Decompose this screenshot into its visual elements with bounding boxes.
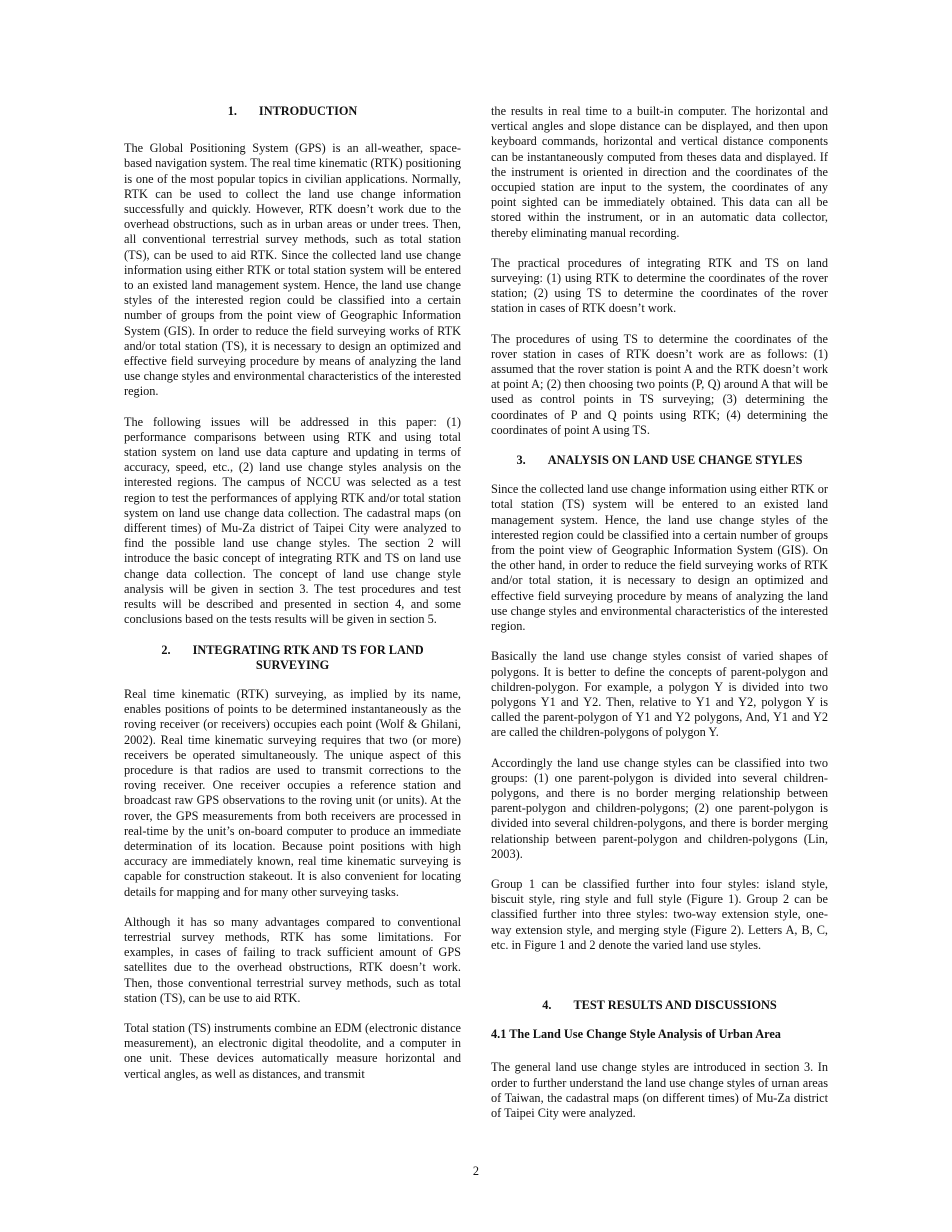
paragraph: Basically the land use change styles consist of varied shapes of polygons. It is better to define the concepts of parent-polygon and children-polygon. For example, a polygon Y is divided into two polygons Y1 and Y2. Then, relative to Y1 and Y2, polygon Y is called the parent-polygon of Y1 and Y2 polygons, And, Y1 and Y2 are called the children-polygons of polygon Y. <box>491 649 828 740</box>
section-3-heading <box>491 453 828 468</box>
right-column <box>491 104 828 1136</box>
paragraph: Group 1 can be classified further into four styles: island style, biscuit style, ring style and full style (Figure 1). Group 2 can be classified further into three styles: two-way extension style, one-way extension style, and merging style (Figure 2). Letters A, B, C, etc. in Figure 1 and 2 denote the varied land use styles. <box>491 876 828 952</box>
paragraph: The practical procedures of integrating RTK and TS on land surveying: (1) using RTK to determine the coordinates of the rover station; (2) using TS to determine the coordinates of the rover station in cases of RTK doesn’t work. <box>491 255 828 316</box>
paragraph: The procedures of using TS to determine the coordinates of the rover station in cases of RTK doesn’t work are as follows: (1) assumed that the rover station is point A and the RTK doesn’t work at point A; (2) then choosing two points (P, Q) around A that will be used as control points in TS surveying; (3) determining the coordinates of P and Q points using RTK; (4) determining the coordinates of point A using TS. <box>491 331 828 437</box>
section-title: INTEGRATING RTK AND TS FOR LAND SURVEYING <box>192 642 424 672</box>
section-number: 1. <box>227 104 237 118</box>
subsection-4-1-heading: 4.1 The Land Use Change Style Analysis of Urban Area <box>491 1027 781 1042</box>
section-number: 4. <box>542 997 552 1012</box>
paragraph: The following issues will be addressed in this paper: (1) performance comparisons between using RTK and using total station system on land use data capture and updating in terms of accuracy, speed, etc., (2) land use change styles analysis on the interested regions. The campus of NCCU was selected as a test region to test the performances of applying RTK and/or total station system on land use change data collection. The cadastral maps (on different times) of Mu-Za district of Taipei City were analyzed to find the possible land use change styles. The section 2 will introduce the basic concept of integrating RTK and TS on land use change data collection. The concept of land use change style analysis will be given in section 3. The test procedures and test results will be described and presented in section 4, and some conclusions based on the tests results will be given in section 5. <box>124 414 461 627</box>
section-4-heading <box>491 998 828 1013</box>
section-title: ANALYSIS ON LAND USE CHANGE STYLES <box>547 453 803 468</box>
section-1-heading <box>124 104 461 119</box>
section-title: INTRODUCTION <box>258 104 358 118</box>
section-title: TEST RESULTS AND DISCUSSIONS <box>573 997 777 1012</box>
paragraph: Total station (TS) instruments combine an EDM (electronic distance measurement), an electronic digital theodolite, and a computer in one unit. These devices automatically measure horizontal and vertical angles, as well as distances, and transmit <box>124 1020 461 1081</box>
paragraph: the results in real time to a built-in computer. The horizontal and vertical angles and slope distance can be displayed, and then upon keyboard commands, horizontal and vertical distance components can be instantaneously computed from theses data and displayed. If the instrument is oriented in direction and the coordinates of the occupied station are input to the system, the coordinates of any point sighted can be immediately obtained. This data can all be stored within the instrument, or in an automatic data collector, thereby eliminating manual recording. <box>491 104 828 240</box>
paragraph: The Global Positioning System (GPS) is an all-weather, space-based navigation system. The real time kinematic (RTK) positioning is one of the most popular topics in civilian applications. Normally, RTK can be used to collect the land use change information successfully and quickly. However, RTK doesn’t work due to the overhead obstructions, such as in urban areas or under trees. Then, all conventional terrestrial survey methods, such as total station (TS), can be used to aid RTK. Since the collected land use change information using either RTK or total station system will be entered to an existed land management system. Hence, the land use change styles of the interested region could be classified into a certain number of groups from the point view of Geographic Information System (GIS). In order to reduce the field surveying works of RTK and/or total station (TS), it is necessary to design an optimized and effective field surveying procedure by means of analyzing the land use change styles and environmental characteristics of the interested region. <box>124 141 461 399</box>
left-column <box>124 104 461 1097</box>
paragraph: Since the collected land use change information using either RTK or total station (TS) system will be entered to an existed land management system. Hence, the land use change styles of the interested region could be classified into a certain number of groups from the point view of Geographic Information System (GIS). On the other hand, in order to reduce the field surveying works of RTK and/or total station, it is necessary to design an optimized and effective field surveying procedure by means of analyzing the land use change styles and environmental characteristics of the interested region. <box>491 482 828 634</box>
section-number: 3. <box>516 453 526 468</box>
section-2-heading <box>124 643 461 673</box>
paragraph: Real time kinematic (RTK) surveying, as implied by its name, enables positions of points to be determined instantaneously as the roving receiver (or receivers) occupies each point (Wolf & Ghilani, 2002). Real time kinematic surveying requires that two (or more) receivers be operated simultaneously. The unique aspect of this procedure is that radios are used to transmit corrections to the roving receiver. One receiver occupies a reference station and broadcast raw GPS observations to the roving unit (or units). At the rover, the GPS measurements from both receivers are processed in real-time by the unit’s on-board computer to produce an immediate determination of its location. Because point positions with high accuracy are immediately known, real time kinematic surveying is capable for construction stakeout. It is also convenient for locating details for mapping and for many other surveying tasks. <box>124 686 461 899</box>
page-number: 2 <box>472 1164 480 1178</box>
paragraph: Accordingly the land use change styles can be classified into two groups: (1) one parent-polygon is divided into several children-polygons, and there is no border merging relationship between parent-polygon and children-polygons; (2) one parent-polygon is divided into several children-polygons, and there is border merging relationship between parent-polygon and children-polygons (Lin, 2003). <box>491 755 828 861</box>
paragraph: The general land use change styles are introduced in section 3. In order to further understand the land use change styles of urnan areas of Taiwan, the cadastral maps (on different times) of Mu-Za district of Taipei City were analyzed. <box>491 1060 828 1120</box>
section-number: 2. <box>161 642 171 657</box>
paragraph: Although it has so many advantages compared to conventional terrestrial survey methods, RTK has some limitations. For examples, in cases of failing to track sufficient amount of GPS satellites due to the overhead obstructions, RTK doesn’t work. Then, those conventional terrestrial survey methods, such as total station (TS), can be use to aid RTK. <box>124 914 461 1005</box>
